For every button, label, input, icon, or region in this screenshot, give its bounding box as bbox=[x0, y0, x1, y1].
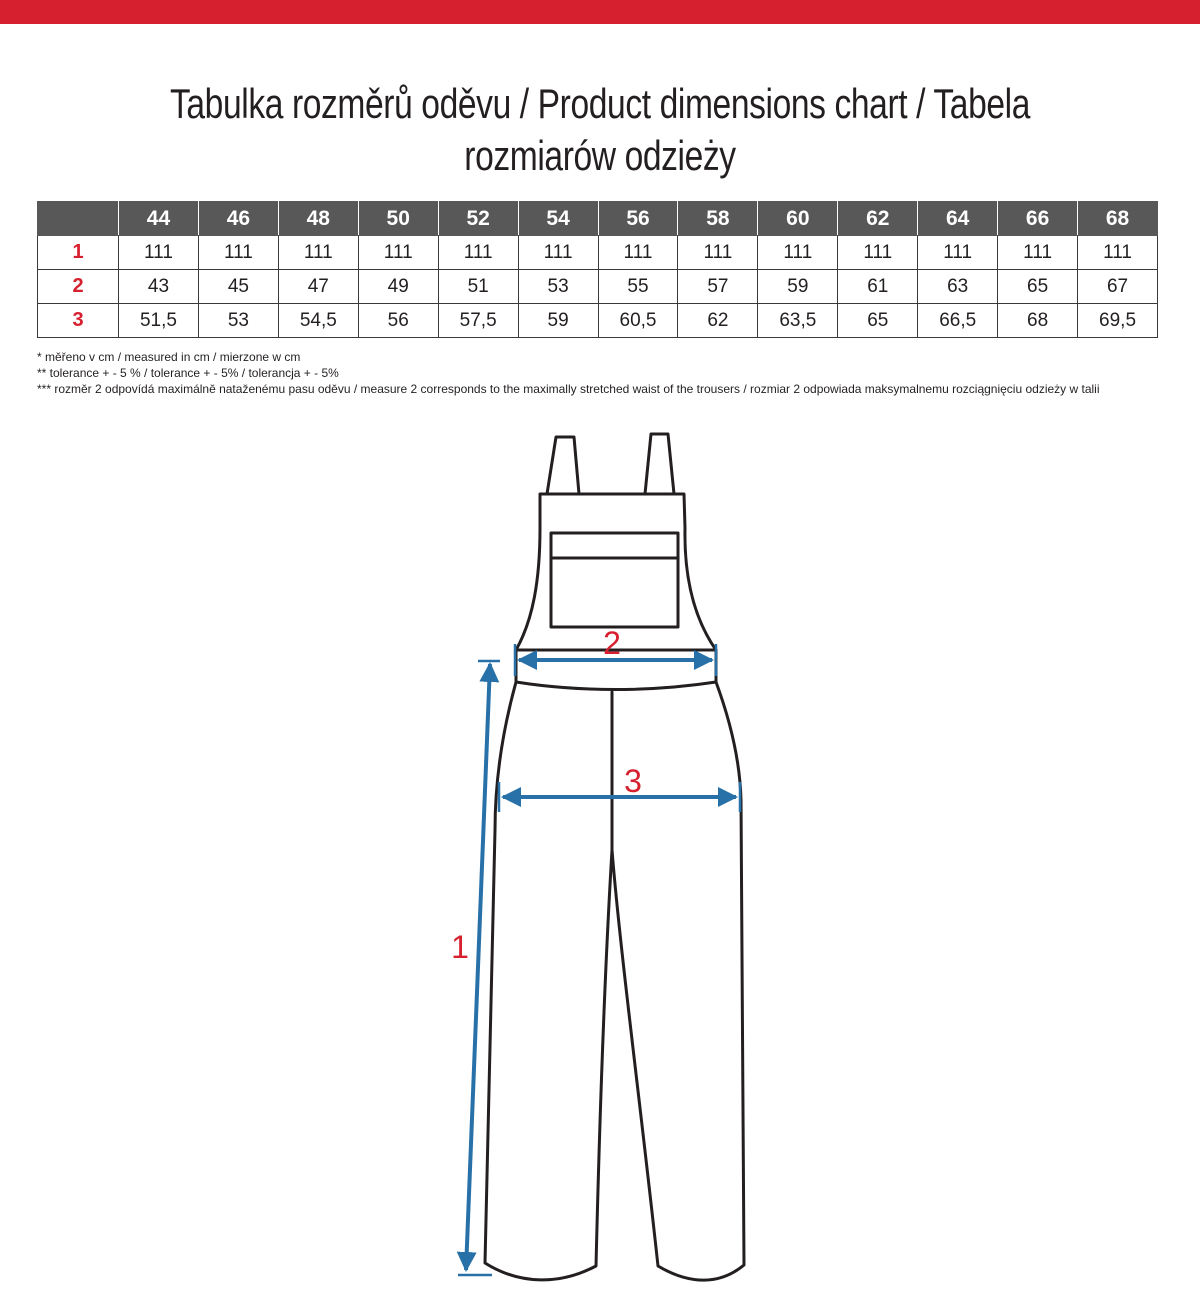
size-header: 68 bbox=[1078, 202, 1158, 236]
table-cell: 111 bbox=[918, 236, 998, 270]
table-cell: 59 bbox=[518, 304, 598, 338]
table-cell: 111 bbox=[358, 236, 438, 270]
overalls-outline-icon bbox=[485, 434, 744, 1280]
table-cell: 111 bbox=[838, 236, 918, 270]
table-cell: 57,5 bbox=[438, 304, 518, 338]
table-cell: 61 bbox=[838, 270, 918, 304]
table-cell: 65 bbox=[998, 270, 1078, 304]
table-cell: 111 bbox=[198, 236, 278, 270]
table-cell: 62 bbox=[678, 304, 758, 338]
footnote: *** rozměr 2 odpovídá maximálně nataženému pasu oděvu / measure 2 corresponds to the maximally stretched waist of the trousers / rozmiar 2 odpowiada maksymalnemu rozciągnięciu odzieży w talii bbox=[37, 382, 1100, 396]
row-label: 3 bbox=[38, 304, 119, 338]
table-cell: 49 bbox=[358, 270, 438, 304]
page-title: Tabulka rozměrů oděvu / Product dimensions chart / Tabela rozmiarów odzieży bbox=[170, 80, 1030, 179]
row-label: 2 bbox=[38, 270, 119, 304]
size-header: 54 bbox=[518, 202, 598, 236]
row-label: 1 bbox=[38, 236, 119, 270]
table-cell: 55 bbox=[598, 270, 678, 304]
size-header: 64 bbox=[918, 202, 998, 236]
footnote: * měřeno v cm / measured in cm / mierzone w cm bbox=[37, 350, 301, 364]
size-header: 56 bbox=[598, 202, 678, 236]
table-cell: 111 bbox=[438, 236, 518, 270]
size-header: 44 bbox=[119, 202, 199, 236]
bib-pocket bbox=[551, 533, 678, 627]
table-cell: 51,5 bbox=[119, 304, 199, 338]
right-strap bbox=[645, 434, 674, 494]
size-header: 52 bbox=[438, 202, 518, 236]
table-cell: 111 bbox=[518, 236, 598, 270]
table-cell: 111 bbox=[598, 236, 678, 270]
table-cell: 63 bbox=[918, 270, 998, 304]
trousers-legs bbox=[485, 682, 744, 1280]
size-header: 58 bbox=[678, 202, 758, 236]
table-cell: 111 bbox=[678, 236, 758, 270]
table-cell: 111 bbox=[998, 236, 1078, 270]
left-strap bbox=[547, 437, 579, 494]
measure-3-label: 3 bbox=[624, 763, 642, 799]
table-cell: 67 bbox=[1078, 270, 1158, 304]
measure-1-label: 1 bbox=[451, 929, 469, 965]
table-cell: 69,5 bbox=[1078, 304, 1158, 338]
size-header: 62 bbox=[838, 202, 918, 236]
table-cell: 111 bbox=[119, 236, 199, 270]
table-cell: 54,5 bbox=[278, 304, 358, 338]
table-cell: 63,5 bbox=[758, 304, 838, 338]
size-header: 66 bbox=[998, 202, 1078, 236]
table-cell: 51 bbox=[438, 270, 518, 304]
size-header: 48 bbox=[278, 202, 358, 236]
table-cell: 68 bbox=[998, 304, 1078, 338]
table-cell: 47 bbox=[278, 270, 358, 304]
table-cell: 66,5 bbox=[918, 304, 998, 338]
table-cell: 45 bbox=[198, 270, 278, 304]
size-header: 60 bbox=[758, 202, 838, 236]
table-cell: 111 bbox=[758, 236, 838, 270]
size-header: 50 bbox=[358, 202, 438, 236]
table-cell: 53 bbox=[198, 304, 278, 338]
table-cell: 53 bbox=[518, 270, 598, 304]
measure-2-label: 2 bbox=[603, 625, 621, 661]
table-cell: 43 bbox=[119, 270, 199, 304]
table-cell: 59 bbox=[758, 270, 838, 304]
measure-3 bbox=[499, 763, 740, 812]
table-cell: 57 bbox=[678, 270, 758, 304]
table-cell: 60,5 bbox=[598, 304, 678, 338]
table-cell: 65 bbox=[838, 304, 918, 338]
table-cell: 111 bbox=[1078, 236, 1158, 270]
size-header: 46 bbox=[198, 202, 278, 236]
table-cell: 56 bbox=[358, 304, 438, 338]
table-cell: 111 bbox=[278, 236, 358, 270]
footnote: ** tolerance + - 5 % / tolerance + - 5% / tolerancja + - 5% bbox=[37, 366, 339, 380]
